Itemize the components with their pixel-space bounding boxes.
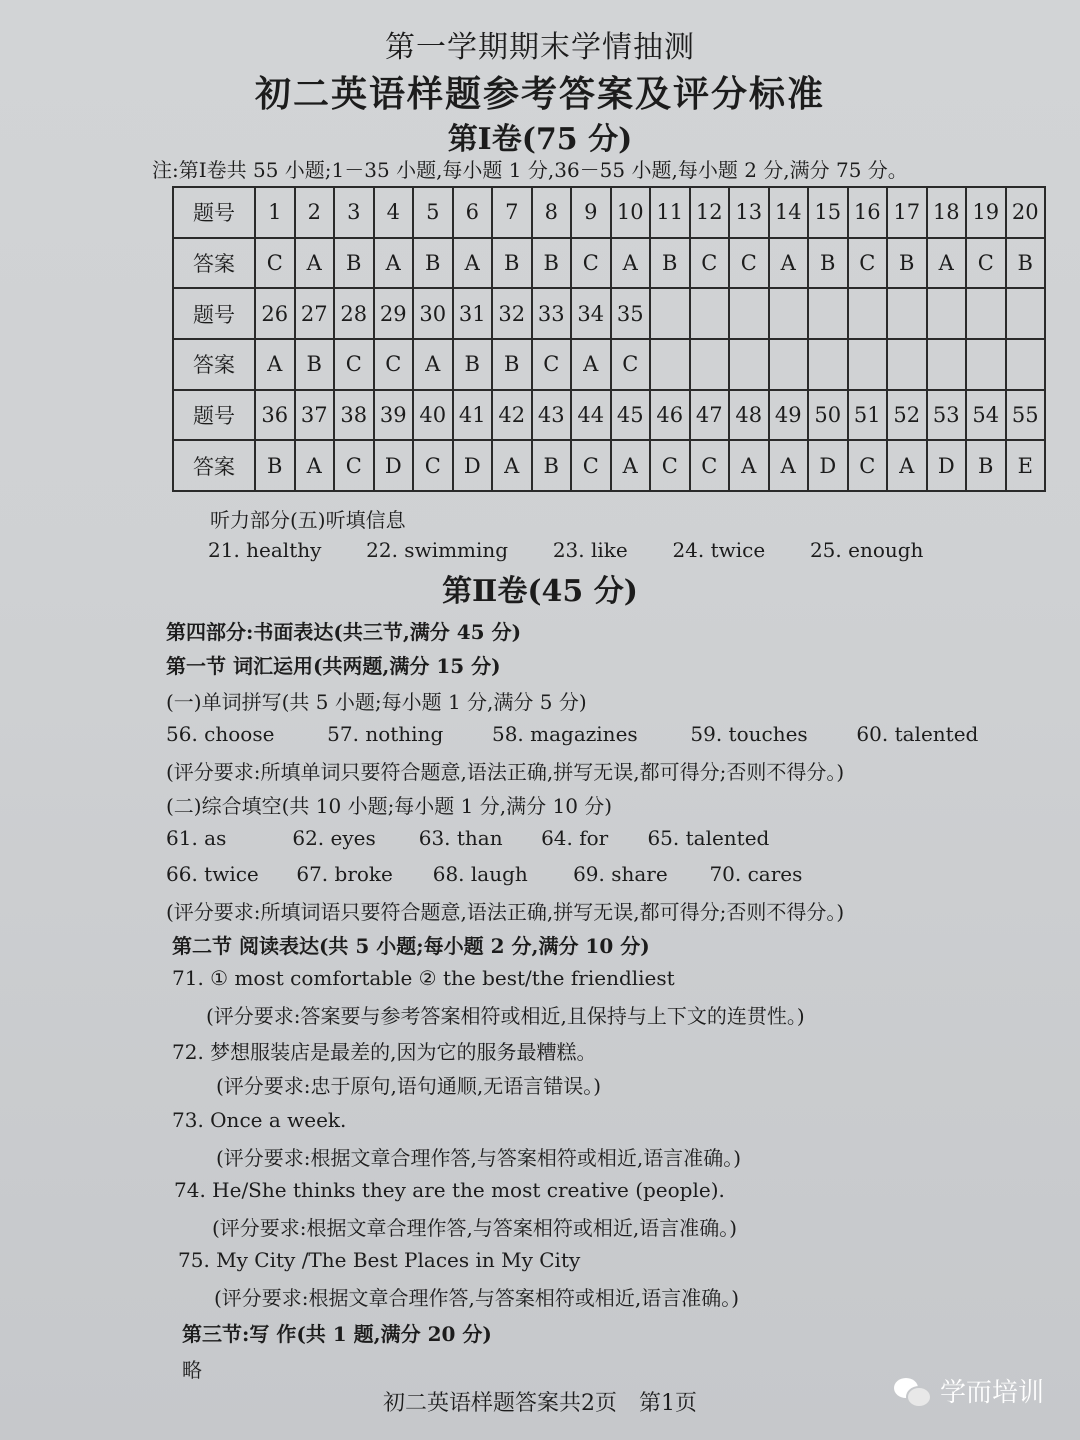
question-number-cell: 2	[295, 187, 335, 238]
cloze-answers-row2	[166, 862, 802, 886]
answer-cell: C	[255, 238, 295, 289]
question-number-cell: 55	[1006, 390, 1046, 441]
answer-cell: B	[966, 440, 1006, 491]
answer-64: 64. for	[541, 826, 609, 850]
question-number-cell: 9	[571, 187, 611, 238]
listening-heading: 听力部分(五)听填信息	[210, 508, 406, 532]
answer-21: 21. healthy	[208, 538, 322, 562]
question-number-cell: 49	[769, 390, 809, 441]
answer-cell	[1006, 339, 1046, 390]
answer-69: 69. share	[573, 862, 668, 886]
answer-cell: C	[571, 238, 611, 289]
answer-62: 62. eyes	[292, 826, 376, 850]
answer-cell	[887, 339, 927, 390]
question-number-cell	[887, 288, 927, 339]
answer-cell: C	[690, 238, 730, 289]
answer-cell: C	[334, 339, 374, 390]
answer-cell: C	[571, 440, 611, 491]
answer-cell: D	[927, 440, 967, 491]
answer-59: 59. touches	[690, 722, 808, 746]
answer-cell: C	[413, 440, 453, 491]
answer-table	[172, 186, 1046, 492]
answer-cell	[927, 339, 967, 390]
requirement-72: (评分要求:忠于原句,语句通顺,无语言错误。)	[216, 1074, 602, 1098]
question-number-cell: 17	[887, 187, 927, 238]
answer-cell: E	[1006, 440, 1046, 491]
question-number-cell: 26	[255, 288, 295, 339]
question-number-cell: 3	[334, 187, 374, 238]
row-label: 答案	[173, 339, 255, 390]
question-number-cell: 31	[453, 288, 493, 339]
question-number-cell: 30	[413, 288, 453, 339]
question-number-cell: 39	[374, 390, 414, 441]
answer-cell: A	[729, 440, 769, 491]
listening-answers	[208, 538, 923, 562]
question-number-cell: 11	[650, 187, 690, 238]
answer-cell: A	[611, 238, 651, 289]
watermark	[894, 1372, 1044, 1409]
answer-cell	[808, 339, 848, 390]
question-number-cell: 38	[334, 390, 374, 441]
answer-70: 70. cares	[709, 862, 803, 886]
question-number-cell: 37	[295, 390, 335, 441]
requirement-71: (评分要求:答案要与参考答案相符或相近,且保持与上下文的连贯性。)	[206, 1004, 805, 1028]
part2-title: 第Ⅱ卷(45 分)	[442, 574, 638, 609]
question-number-cell: 27	[295, 288, 335, 339]
subsection2-heading: (二)综合填空(共 10 小题;每小题 1 分,满分 10 分)	[166, 794, 613, 818]
requirement-74: (评分要求:根据文章合理作答,与答案相符或相近,语言准确。)	[212, 1216, 738, 1240]
question-number-cell: 36	[255, 390, 295, 441]
question-number-cell: 20	[1006, 187, 1046, 238]
answer-cell	[966, 339, 1006, 390]
answer-cell: B	[887, 238, 927, 289]
answer-cell: D	[374, 440, 414, 491]
answer-cell	[729, 339, 769, 390]
question-number-cell: 34	[571, 288, 611, 339]
question-number-cell	[690, 288, 730, 339]
answer-cell: C	[848, 238, 888, 289]
exam-name: 第一学期期末学情抽测	[385, 30, 695, 65]
question-number-cell: 10	[611, 187, 651, 238]
answer-cell: B	[295, 339, 335, 390]
row-label: 题号	[173, 187, 255, 238]
requirement-73: (评分要求:根据文章合理作答,与答案相符或相近,语言准确。)	[216, 1146, 742, 1170]
question-number-cell	[769, 288, 809, 339]
answer-cell: B	[492, 339, 532, 390]
question-number-cell: 6	[453, 187, 493, 238]
answer-cell: C	[532, 339, 572, 390]
answer-cell: A	[571, 339, 611, 390]
question-number-cell: 53	[927, 390, 967, 441]
question-number-cell: 44	[571, 390, 611, 441]
requirement-75: (评分要求:根据文章合理作答,与答案相符或相近,语言准确。)	[214, 1286, 740, 1310]
question-number-cell	[966, 288, 1006, 339]
answer-cell: A	[453, 238, 493, 289]
answer-23: 23. like	[552, 538, 628, 562]
answer-row	[173, 440, 1045, 491]
answer-73: 73. Once a week.	[172, 1108, 347, 1132]
answer-row	[173, 339, 1045, 390]
question-number-cell: 54	[966, 390, 1006, 441]
wechat-icon	[894, 1376, 930, 1406]
answer-cell: C	[848, 440, 888, 491]
section4-heading: 第四部分:书面表达(共三节,满分 45 分)	[166, 620, 522, 644]
question-number-cell: 15	[808, 187, 848, 238]
answer-cell	[650, 339, 690, 390]
answer-row	[173, 238, 1045, 289]
answer-cell	[769, 339, 809, 390]
question-number-cell: 52	[887, 390, 927, 441]
question-number-cell: 29	[374, 288, 414, 339]
question-number-cell	[808, 288, 848, 339]
answer-cell: B	[492, 238, 532, 289]
answer-60: 60. talented	[856, 722, 979, 746]
answer-cell	[690, 339, 730, 390]
answer-cell: A	[887, 440, 927, 491]
answer-71: 71. ① most comfortable ② the best/the friendliest	[172, 966, 675, 990]
answer-65: 65. talented	[647, 826, 770, 850]
question-number-row	[173, 187, 1045, 238]
answer-cell: A	[927, 238, 967, 289]
question-number-cell: 13	[729, 187, 769, 238]
page-footer: 初二英语样题答案共2页 第1页	[383, 1391, 697, 1416]
part1-title: 第Ⅰ卷(75 分)	[447, 122, 633, 157]
question-number-cell	[927, 288, 967, 339]
row-label: 题号	[173, 390, 255, 441]
question-number-cell: 4	[374, 187, 414, 238]
answer-cell: C	[334, 440, 374, 491]
question-number-cell: 40	[413, 390, 453, 441]
answer-22: 22. swimming	[366, 538, 509, 562]
answer-75: 75. My City /The Best Places in My City	[178, 1248, 581, 1272]
question-number-cell: 28	[334, 288, 374, 339]
answer-cell: B	[532, 238, 572, 289]
answer-cell: C	[611, 339, 651, 390]
question-number-cell: 48	[729, 390, 769, 441]
answer-cell: A	[769, 440, 809, 491]
answer-cell: A	[295, 440, 335, 491]
answer-74: 74. He/She thinks they are the most creative (people).	[174, 1178, 725, 1202]
question-number-cell: 18	[927, 187, 967, 238]
question-number-cell: 42	[492, 390, 532, 441]
question-number-cell: 14	[769, 187, 809, 238]
cloze-answers-row1	[166, 826, 769, 850]
answer-cell: A	[374, 238, 414, 289]
answer-cell: C	[650, 440, 690, 491]
question-number-cell: 16	[848, 187, 888, 238]
question-number-cell: 8	[532, 187, 572, 238]
answer-cell	[848, 339, 888, 390]
answer-56: 56. choose	[166, 722, 275, 746]
part1-note: 注:第Ⅰ卷共 55 小题;1－35 小题,每小题 1 分,36－55 小题,每小题 2 分,满分 75 分。	[152, 158, 908, 182]
answer-cell: B	[532, 440, 572, 491]
answer-57: 57. nothing	[327, 722, 444, 746]
row-label: 答案	[173, 238, 255, 289]
answer-cell: B	[334, 238, 374, 289]
section3-answer: 略	[182, 1358, 202, 1382]
question-number-cell: 47	[690, 390, 730, 441]
answer-cell: D	[808, 440, 848, 491]
answer-cell: B	[255, 440, 295, 491]
question-number-cell: 12	[690, 187, 730, 238]
answer-cell: A	[769, 238, 809, 289]
answer-cell: B	[413, 238, 453, 289]
section3-heading: 第三节:写 作(共 1 题,满分 20 分)	[182, 1322, 492, 1346]
question-number-cell: 51	[848, 390, 888, 441]
question-number-cell: 35	[611, 288, 651, 339]
question-number-cell: 33	[532, 288, 572, 339]
answer-cell: B	[1006, 238, 1046, 289]
answer-cell: B	[453, 339, 493, 390]
answer-24: 24. twice	[672, 538, 766, 562]
question-number-cell	[729, 288, 769, 339]
question-number-cell: 46	[650, 390, 690, 441]
section1-heading: 第一节 词汇运用(共两题,满分 15 分)	[166, 654, 501, 678]
question-number-cell	[650, 288, 690, 339]
answer-66: 66. twice	[166, 862, 259, 886]
answer-cell: A	[492, 440, 532, 491]
answer-72: 72. 梦想服装店是最差的,因为它的服务最糟糕。	[172, 1040, 597, 1064]
question-number-cell: 32	[492, 288, 532, 339]
answer-cell: B	[650, 238, 690, 289]
question-number-row	[173, 390, 1045, 441]
answer-cell: A	[611, 440, 651, 491]
question-number-row	[173, 288, 1045, 339]
question-number-cell: 45	[611, 390, 651, 441]
row-label: 答案	[173, 440, 255, 491]
answer-61: 61. as	[166, 826, 227, 850]
answer-cell: C	[374, 339, 414, 390]
spelling-answers	[166, 722, 978, 746]
section2-heading: 第二节 阅读表达(共 5 小题;每小题 2 分,满分 10 分)	[172, 934, 650, 958]
answer-cell: C	[690, 440, 730, 491]
question-number-cell: 7	[492, 187, 532, 238]
answer-cell: D	[453, 440, 493, 491]
answer-67: 67. broke	[296, 862, 393, 886]
answer-cell: C	[729, 238, 769, 289]
answer-cell: A	[413, 339, 453, 390]
question-number-cell: 5	[413, 187, 453, 238]
question-number-cell: 1	[255, 187, 295, 238]
answer-cell: A	[255, 339, 295, 390]
question-number-cell	[1006, 288, 1046, 339]
document-title: 初二英语样题参考答案及评分标准	[254, 73, 825, 115]
answer-cell: B	[808, 238, 848, 289]
subsection1-heading: (一)单词拼写(共 5 小题;每小题 1 分,满分 5 分)	[166, 690, 587, 714]
requirement-1: (评分要求:所填单词只要符合题意,语法正确,拼写无误,都可得分;否则不得分。)	[166, 760, 845, 784]
answer-cell: A	[295, 238, 335, 289]
answer-63: 63. than	[418, 826, 503, 850]
question-number-cell	[848, 288, 888, 339]
watermark-text: 学而培训	[939, 1378, 1044, 1408]
question-number-cell: 41	[453, 390, 493, 441]
question-number-cell: 43	[532, 390, 572, 441]
answer-25: 25. enough	[809, 538, 924, 562]
requirement-2: (评分要求:所填词语只要符合题意,语法正确,拼写无误,都可得分;否则不得分。)	[166, 900, 845, 924]
answer-58: 58. magazines	[491, 722, 638, 746]
answer-cell: C	[966, 238, 1006, 289]
question-number-cell: 19	[966, 187, 1006, 238]
question-number-cell: 50	[808, 390, 848, 441]
answer-68: 68. laugh	[432, 862, 528, 886]
row-label: 题号	[173, 288, 255, 339]
